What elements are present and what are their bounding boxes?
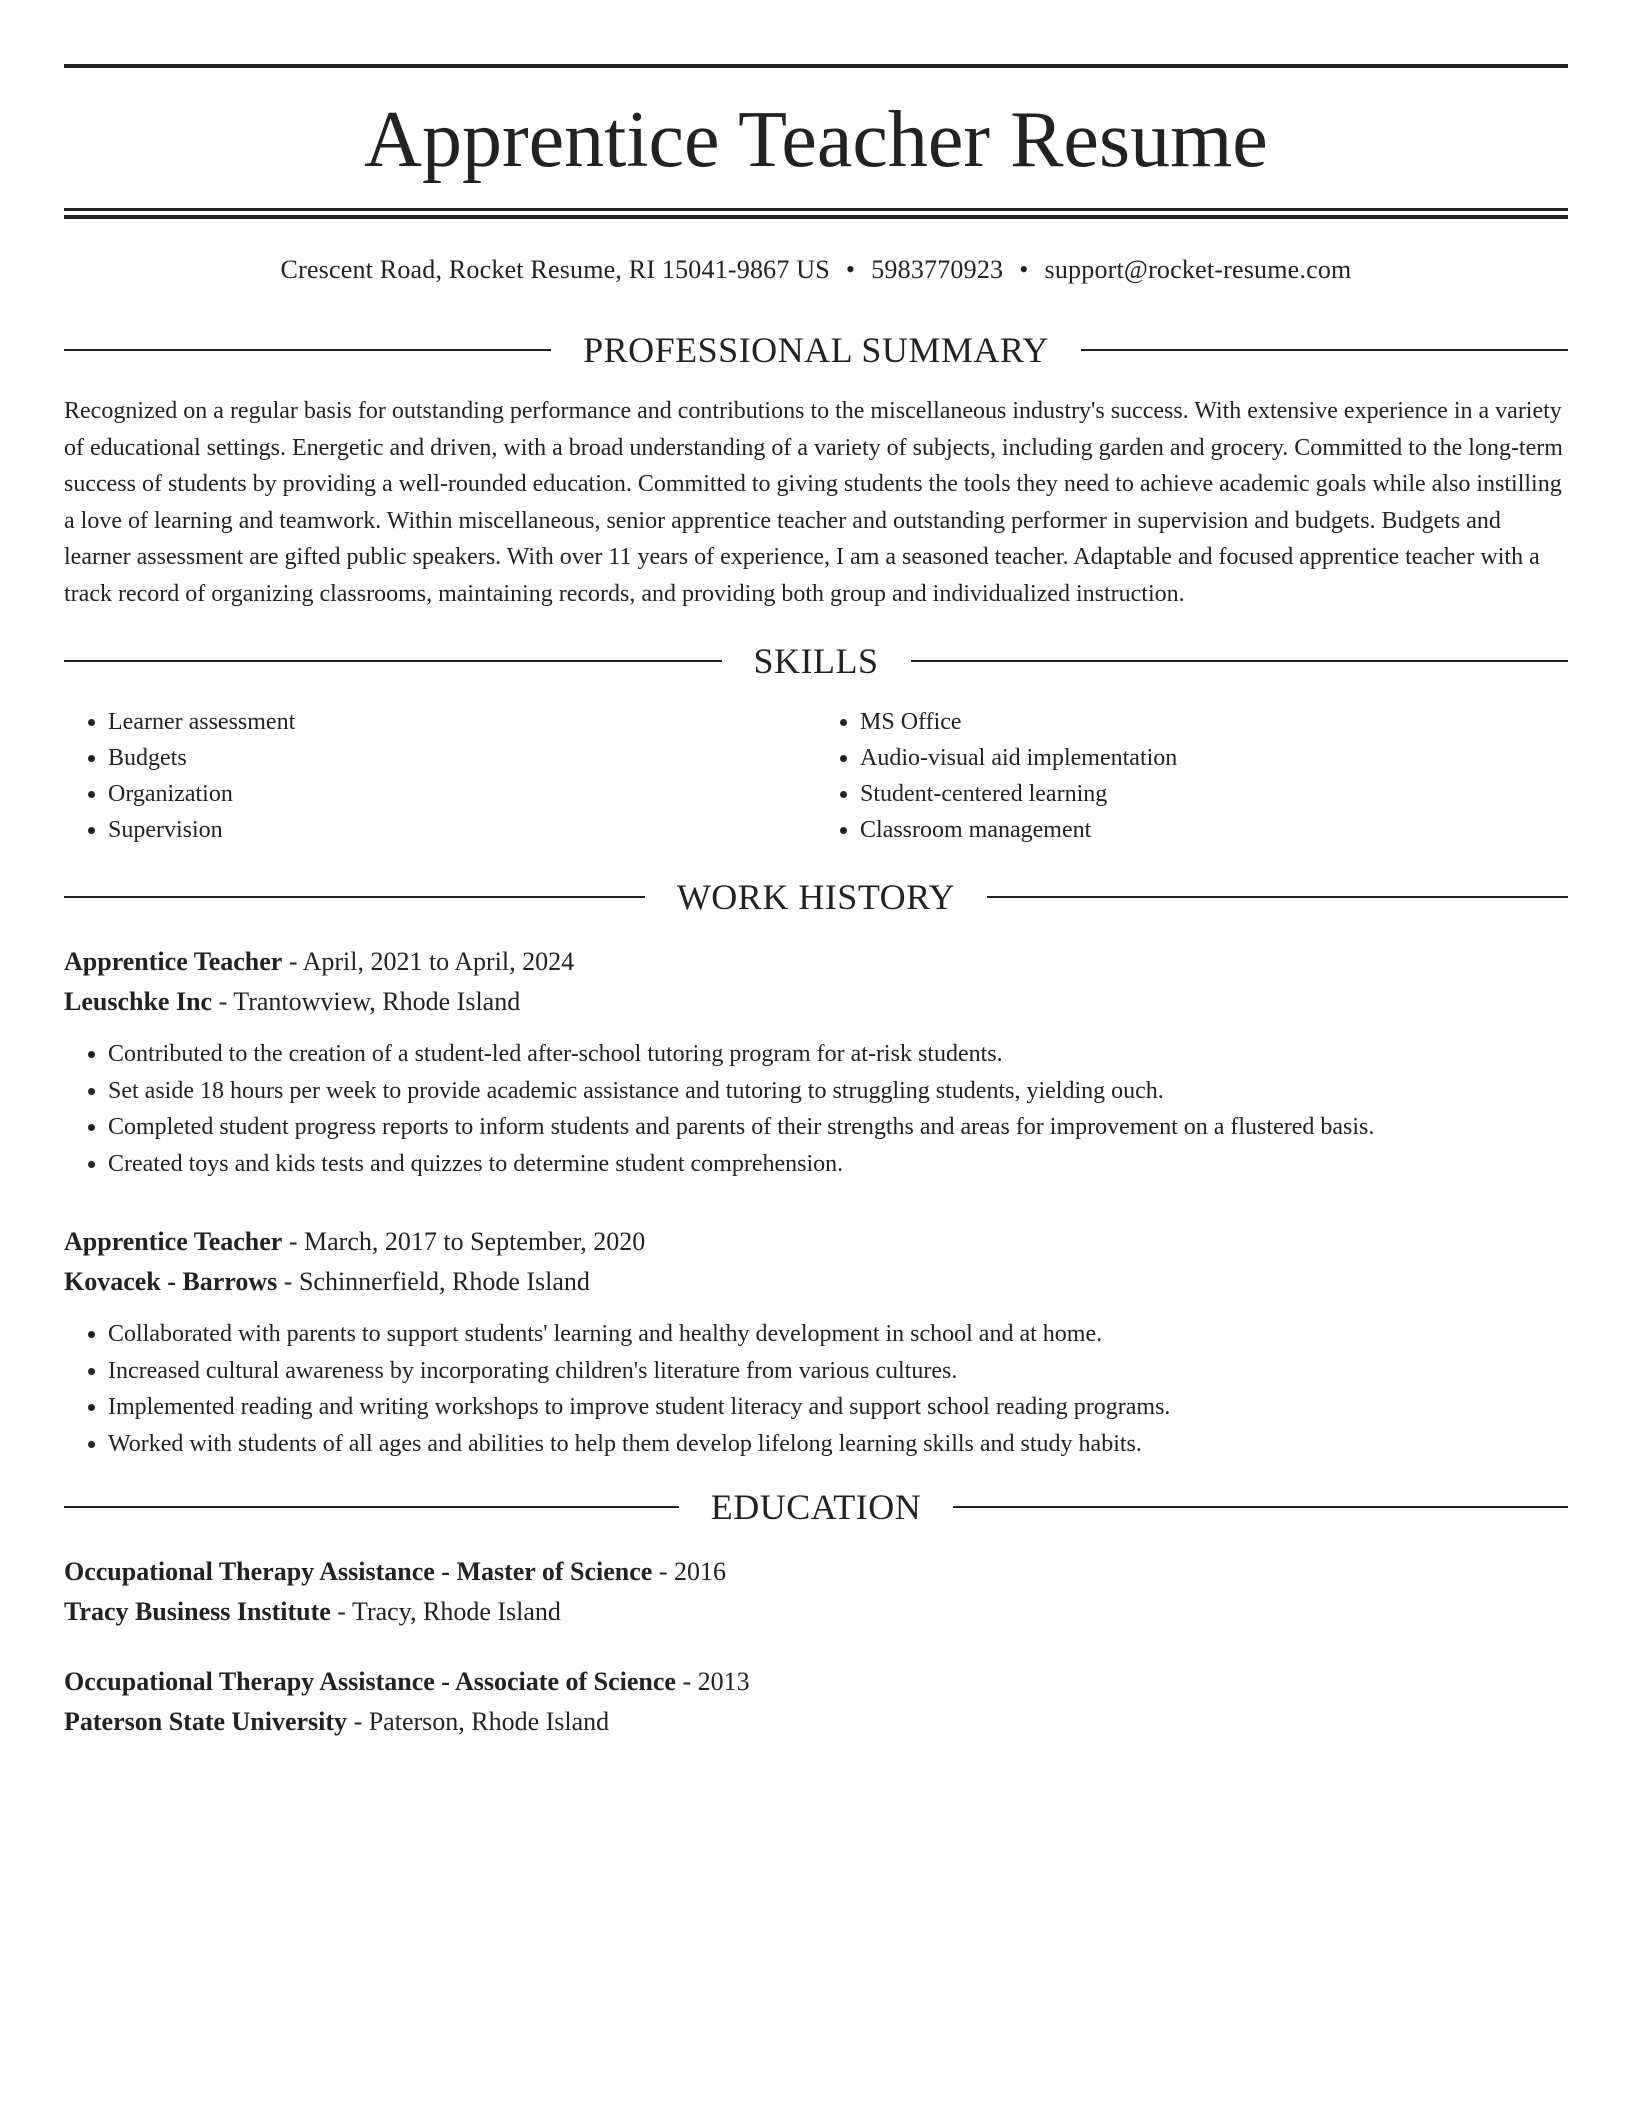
divider-line bbox=[64, 660, 722, 662]
summary-text: Recognized on a regular basis for outstanding performance and contributions to the miscellaneous industry's success. With extensive experience in a variety of educational settings. Energetic and driven, with a broad understanding of a variety of subjects, including garden and grocery. Committed to the long-term success of students by providing a well-rounded education. Committed to giving students the tools they need to achieve academic goals while also instilling a love of learning and teamwork. Within miscellaneous, senior apprentice teacher and outstanding performer in supervision and budgets. Budgets and learner assessment are gifted public speakers. With over 11 years of experience, I am a seasoned teacher. Adaptable and focused apprentice teacher with a track record of organizing classrooms, maintaining records, and providing both group and individualized instruction. bbox=[64, 398, 1563, 607]
title-double-rule bbox=[64, 208, 1568, 219]
job-bullet: • Implemented reading and writing workshops to improve student literacy and support school reading programs. bbox=[108, 1389, 1568, 1426]
job-bullet: • Worked with students of all ages and abilities to help them develop lifelong learning skills and study habits. bbox=[108, 1426, 1568, 1463]
job-location: - Schinnerfield, Rhode Island bbox=[277, 1267, 590, 1296]
job-bullets bbox=[64, 1036, 1568, 1182]
education-year: - 2013 bbox=[675, 1667, 750, 1696]
education-entry bbox=[64, 1552, 1568, 1632]
section-title-work: WORK HISTORY bbox=[676, 877, 956, 917]
skills-list bbox=[64, 704, 1568, 848]
section-header-summary bbox=[64, 329, 1568, 371]
job-entry bbox=[64, 1222, 1568, 1462]
education-degree: Occupational Therapy Assistance - Associate of Science bbox=[64, 1667, 676, 1696]
skill-item: • Student-centered learning bbox=[860, 776, 1568, 812]
resume-title: Apprentice Teacher Resume bbox=[364, 96, 1268, 184]
education-school-line bbox=[64, 1592, 1568, 1632]
education-school: Tracy Business Institute bbox=[64, 1597, 331, 1626]
skill-item: • Audio-visual aid implementation bbox=[860, 740, 1568, 776]
job-heading bbox=[64, 942, 1568, 982]
contact-email: support@rocket-resume.com bbox=[1044, 255, 1352, 284]
section-title-summary: PROFESSIONAL SUMMARY bbox=[583, 330, 1049, 370]
job-company-line bbox=[64, 982, 1568, 1022]
skill-item: • Learner assessment bbox=[108, 704, 816, 740]
contact-separator: • bbox=[1019, 255, 1029, 284]
section-header-work bbox=[64, 876, 1568, 918]
job-title: Apprentice Teacher bbox=[64, 1227, 283, 1256]
contact-address: Crescent Road, Rocket Resume, RI 15041-9867 US bbox=[280, 255, 830, 284]
contact-line bbox=[64, 255, 1568, 285]
skill-item: • Budgets bbox=[108, 740, 816, 776]
job-title: Apprentice Teacher bbox=[64, 947, 283, 976]
divider-line bbox=[64, 349, 551, 351]
skill-item: • Supervision bbox=[108, 812, 816, 848]
education-heading bbox=[64, 1552, 1568, 1592]
divider-line bbox=[953, 1506, 1568, 1508]
education-heading bbox=[64, 1662, 1568, 1702]
job-company: Leuschke Inc bbox=[64, 987, 213, 1016]
education-location: - Tracy, Rhode Island bbox=[330, 1597, 561, 1626]
job-bullet: • Completed student progress reports to inform students and parents of their strengths and areas for improvement on a flustered basis. bbox=[108, 1109, 1568, 1146]
section-title-skills: SKILLS bbox=[753, 641, 879, 681]
skill-item: • MS Office bbox=[860, 704, 1568, 740]
skills-column-right bbox=[816, 704, 1568, 848]
skill-item: • Organization bbox=[108, 776, 816, 812]
section-header-skills bbox=[64, 640, 1568, 682]
contact-separator: • bbox=[845, 255, 856, 284]
divider-line bbox=[1081, 349, 1568, 351]
education-school: Paterson State University bbox=[64, 1707, 348, 1736]
skills-column-left bbox=[64, 704, 816, 848]
education-entry bbox=[64, 1662, 1568, 1742]
job-location: - Trantowview, Rhode Island bbox=[212, 987, 521, 1016]
job-bullet: • Increased cultural awareness by incorporating children's literature from various cultures. bbox=[108, 1353, 1568, 1390]
job-dates: - March, 2017 to September, 2020 bbox=[282, 1227, 646, 1256]
job-bullet: • Set aside 18 hours per week to provide academic assistance and tutoring to struggling students, yielding ouch. bbox=[108, 1073, 1568, 1110]
divider-line bbox=[64, 896, 645, 898]
job-company: Kovacek - Barrows bbox=[64, 1267, 278, 1296]
job-entry bbox=[64, 942, 1568, 1182]
job-heading bbox=[64, 1222, 1568, 1262]
education-degree: Occupational Therapy Assistance - Master of Science bbox=[64, 1557, 653, 1586]
job-company-line bbox=[64, 1262, 1568, 1302]
job-dates: - April, 2021 to April, 2024 bbox=[282, 947, 575, 976]
contact-phone: 5983770923 bbox=[871, 255, 1004, 284]
education-school-line bbox=[64, 1702, 1568, 1742]
skill-item: • Classroom management bbox=[860, 812, 1568, 848]
divider-line bbox=[987, 896, 1568, 898]
job-bullet: • Collaborated with parents to support students' learning and healthy development in school and at home. bbox=[108, 1316, 1568, 1353]
top-rule bbox=[64, 64, 1568, 68]
section-title-education: EDUCATION bbox=[710, 1487, 922, 1527]
job-bullet: • Contributed to the creation of a student-led after-school tutoring program for at-risk students. bbox=[108, 1036, 1568, 1073]
divider-line bbox=[911, 660, 1569, 662]
section-header-education bbox=[64, 1486, 1568, 1528]
job-bullet: • Created toys and kids tests and quizzes to determine student comprehension. bbox=[108, 1146, 1568, 1183]
education-location: - Paterson, Rhode Island bbox=[347, 1707, 610, 1736]
job-bullets bbox=[64, 1316, 1568, 1462]
divider-line bbox=[64, 1506, 679, 1508]
education-year: - 2016 bbox=[652, 1557, 726, 1586]
